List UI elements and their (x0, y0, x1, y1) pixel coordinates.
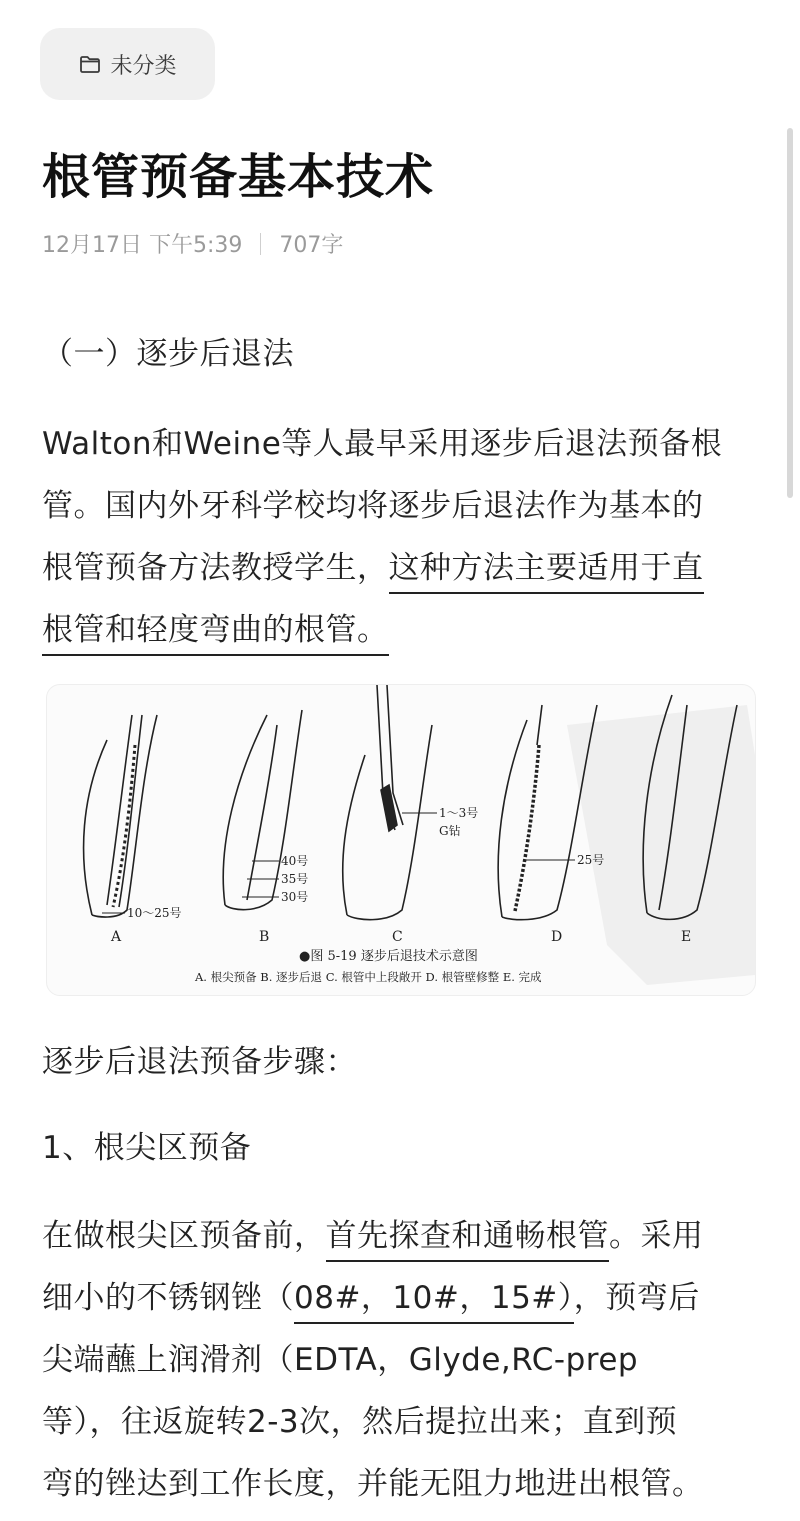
paragraph-line (42, 542, 704, 587)
watermark-shape (567, 705, 755, 985)
paragraph-line: 管。国内外牙科学校均将逐步后退法作为基本的 (42, 488, 704, 524)
panel-label-b: B (259, 929, 270, 945)
paragraph-text: 在做根尖区预备前， (42, 1218, 326, 1254)
paragraph-line: 弯的锉达到工作长度，并能无阻力地进出根管。 (42, 1466, 704, 1502)
underlined-text: 首先探查和通畅根管 (326, 1218, 610, 1262)
figure-caption-title: ●图 5-19 逐步后退技术示意图 (299, 949, 478, 964)
underlined-text: 根管和轻度弯曲的根管。 (42, 612, 389, 656)
panel-label-a: A (111, 929, 122, 945)
note-meta (42, 228, 343, 259)
tooth-a-outer (84, 740, 107, 915)
file-d-handle (537, 705, 542, 745)
root-canal-diagram (47, 685, 755, 995)
meta-divider (260, 233, 261, 255)
tooth-a-outline (92, 715, 157, 917)
paragraph-text: ，预弯后 (573, 1280, 700, 1316)
tooth-a-canal-r (119, 715, 142, 907)
steps-heading: 逐步后退法预备步骤： (42, 1044, 357, 1080)
tooth-c-outer (343, 755, 365, 915)
note-date: 12月17日 下午5:39 (42, 233, 243, 258)
panel-label-c: C (392, 929, 403, 945)
tooth-b-outer (223, 715, 267, 905)
label-d-size: 25号 (577, 853, 605, 867)
scrollbar[interactable] (787, 128, 793, 498)
category-chip[interactable] (40, 28, 215, 100)
tooth-d-outer (498, 720, 527, 917)
file-d (515, 745, 539, 911)
underlined-text: 这种方法主要适用于直 (389, 550, 704, 594)
paragraph-line (42, 1210, 704, 1255)
label-b-40: 40号 (281, 854, 309, 868)
step-heading: 1、根尖区预备 (42, 1130, 252, 1166)
paragraph-line: Walton和Weine等人最早采用逐步后退法预备根 (42, 426, 723, 462)
paragraph-text: 细小的不锈钢锉（ (42, 1280, 294, 1316)
label-b-30: 30号 (281, 890, 309, 904)
paragraph-line (42, 604, 389, 649)
label-c-size: 1～3号 (439, 806, 479, 820)
paragraph-line: 等），往返旋转2-3次，然后提拉出来；直到预 (42, 1404, 678, 1440)
label-c-drill: G钻 (439, 824, 461, 838)
category-label: 未分类 (110, 53, 177, 79)
underlined-text: 08#，10#，15#） (294, 1280, 574, 1324)
note-title: 根管预备基本技术 (42, 149, 435, 205)
drill-head (381, 785, 397, 831)
paragraph-line: 尖端蘸上润滑剂（EDTA，Glyde,RC-prep (42, 1342, 639, 1378)
folder-icon (78, 52, 102, 76)
figure-caption-sub: A. 根尖预备 B. 逐步后退 C. 根管中上段敞开 D. 根管壁修整 E. 完成 (195, 970, 542, 984)
file-a (113, 745, 135, 907)
word-count: 707字 (279, 233, 344, 258)
tooth-b-canal (247, 725, 277, 900)
panel-label-d: D (551, 929, 563, 945)
label-b-35: 35号 (281, 872, 309, 886)
paragraph-text: 根管预备方法教授学生， (42, 550, 389, 586)
label-a-size: 10～25号 (127, 906, 182, 920)
paragraph-text: 。采用 (609, 1218, 704, 1254)
section-heading: （一）逐步后退法 (42, 336, 294, 372)
panel-label-e: E (681, 929, 692, 945)
paragraph-line (42, 1272, 700, 1317)
figure-image[interactable] (46, 684, 756, 996)
